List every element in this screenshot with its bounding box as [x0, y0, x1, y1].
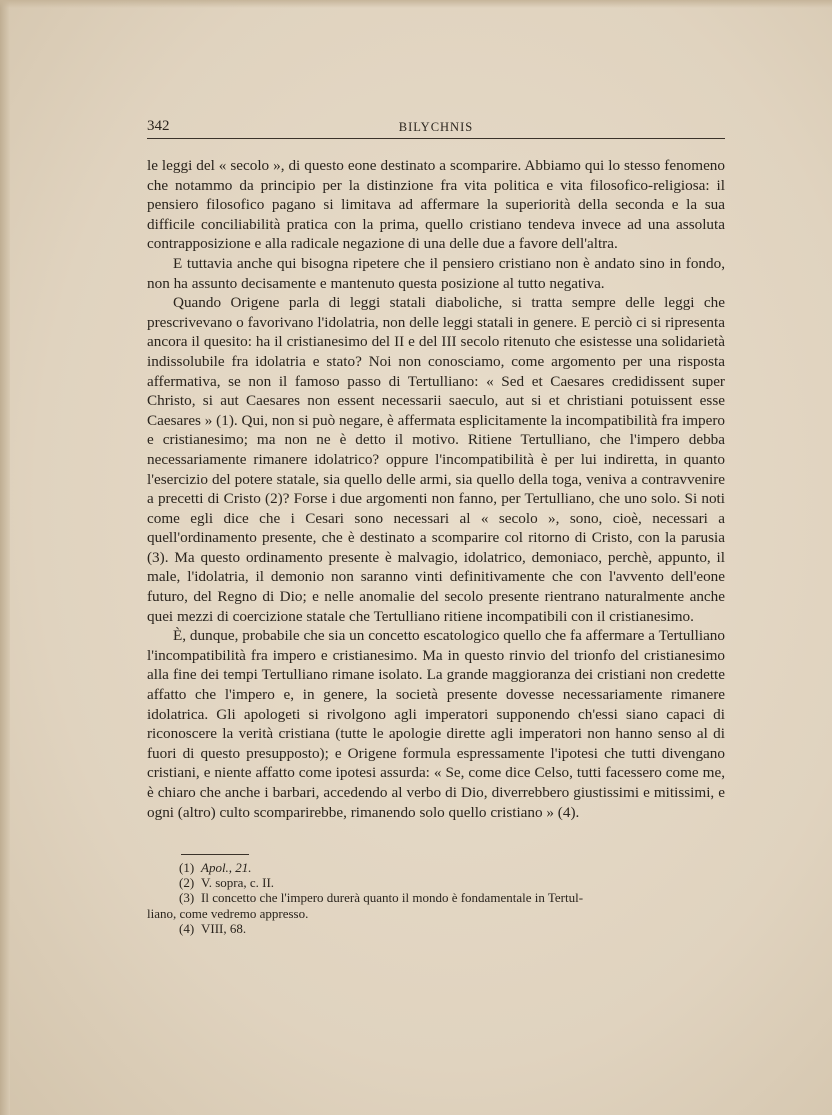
footnote-text: VIII, 68.: [201, 920, 247, 936]
running-title: BILYCHNIS: [398, 120, 474, 134]
footnote: [147, 921, 725, 936]
page-number: 342: [147, 118, 170, 134]
footnote-continuation: liano, come vedremo appresso.: [147, 905, 309, 921]
footnote: [147, 860, 725, 875]
paragraph: le leggi del « secolo », di questo eone destinato a scomparire. Abbiamo qui lo stesso fenomeno che notammo da principio per la distinzione fra vita politica e vita filosofico-religiosa: il pensiero filosofico pagano si limitava ad affermare la superiorità della seconda e la sua difficile conciliabilità pratica con la prima, quello cristiano tendeva invece ad una assoluta contrapposizione e alla radicale negazione di una delle due a favore dell'altra.: [147, 157, 725, 253]
paragraph: E tuttavia anche qui bisogna ripetere che il pensiero cristiano non è andato sino in fondo, non ha assunto decisamente e mantenuto questa posizione al tutto negativa.: [147, 254, 725, 292]
header-rule: [147, 138, 725, 139]
page-header: [147, 118, 725, 138]
footnotes: [147, 860, 725, 936]
footnote-marker: (1): [179, 860, 195, 875]
paragraph: Quando Origene parla di leggi statali diaboliche, si tratta sempre delle leggi che prescrivevano o favorivano l'idolatria, non delle leggi statali in genere. E perciò ci si ripresenta ancora il quesito: ha il cristianesimo del II e del III secolo ritenuto che esistesse una solidarietà indissolubile fra idolatria e stato? Noi non conosciamo, come argomento per una risposta affermativa, se non il famoso passo di Tertulliano: « Sed et Caesares credidissent super Christo, si aut Caesares non essent necessarii saeculo, aut si et christiani potuissent esse Caesares » (1). Qui, non si può negare, è affermata esplicitamente la incompatibilità fra impero e cristianesimo; ma non ne è detto il motivo. Ritiene Tertulliano, che l'impero debba necessariamente rimanere idolatrico? oppure l'incompatibilità è per lui indiretta, in quanto l'esercizio del potere statale, sia quello delle armi, sia quello della toga, veniva a contravvenire a precetti di Cristo (2)? Forse i due argomenti non fanno, per Tertulliano, che uno solo. Si noti come egli dice che i Cesari sono necessari al « secolo », sono, cioè, necessari a quell'ordinamento presente, che è destinato a scomparire col ritorno di Cristo, con la parusia (3). Ma questo ordinamento presente è malvagio, idolatrico, demoniaco, perchè, appunto, il male, l'idolatria, il demonio non saranno vinti definitivamente che con l'avvento dell'eone futuro, del Regno di Dio; e nelle anomalie del secolo presente rientrano naturalmente anche quei mezzi di coercizione statale che Tertulliano ritiene incompatibili con il cristianesimo.: [147, 294, 725, 625]
footnote-marker: (4): [179, 920, 195, 936]
page-top-shadow: [0, 0, 832, 8]
footnote: [147, 890, 725, 905]
footnote: [147, 875, 725, 890]
page-edge-shadow: [0, 0, 10, 1115]
footnote-marker: (3): [179, 890, 195, 906]
footnote-text: Apol., 21.: [201, 860, 252, 875]
footnote-text: V. sopra, c. II.: [201, 875, 275, 891]
body-text: [147, 156, 725, 822]
footnote-rule: [181, 854, 249, 855]
footnote-marker: (2): [179, 875, 195, 891]
footnote-text: Il concetto che l'impero durerà quanto il mondo è fondamentale in Tertul-: [201, 890, 584, 906]
paragraph: È, dunque, probabile che sia un concetto escatologico quello che fa affermare a Tertulliano l'incompatibilità fra impero e cristianesimo. Ma in questo rinvio del trionfo del cristianesimo alla fine dei tempi Tertulliano rimane isolato. La grande maggioranza dei cristiani non credette affatto che l'impero e, in genere, la società presente dovesse necessariamente rimanere idolatrica. Gli apologeti si rivolgono agli imperatori supponendo ch'essi siano capaci di riconoscere la verità cristiana (tutte le apologie dirette agli imperatori non hanno senso al di fuori di questo presupposto); e Origene formula espressamente l'ipotesi che tutti divengano cristiani, e niente affatto come ipotesi assurda: « Se, come dice Celso, tutti facessero come me, è chiaro che anche i barbari, accedendo al verbo di Dio, diverrebbero giustissimi e mitissimi, e ogni (altro) culto scomparirebbe, rimanendo solo quello cristiano » (4).: [147, 627, 725, 821]
